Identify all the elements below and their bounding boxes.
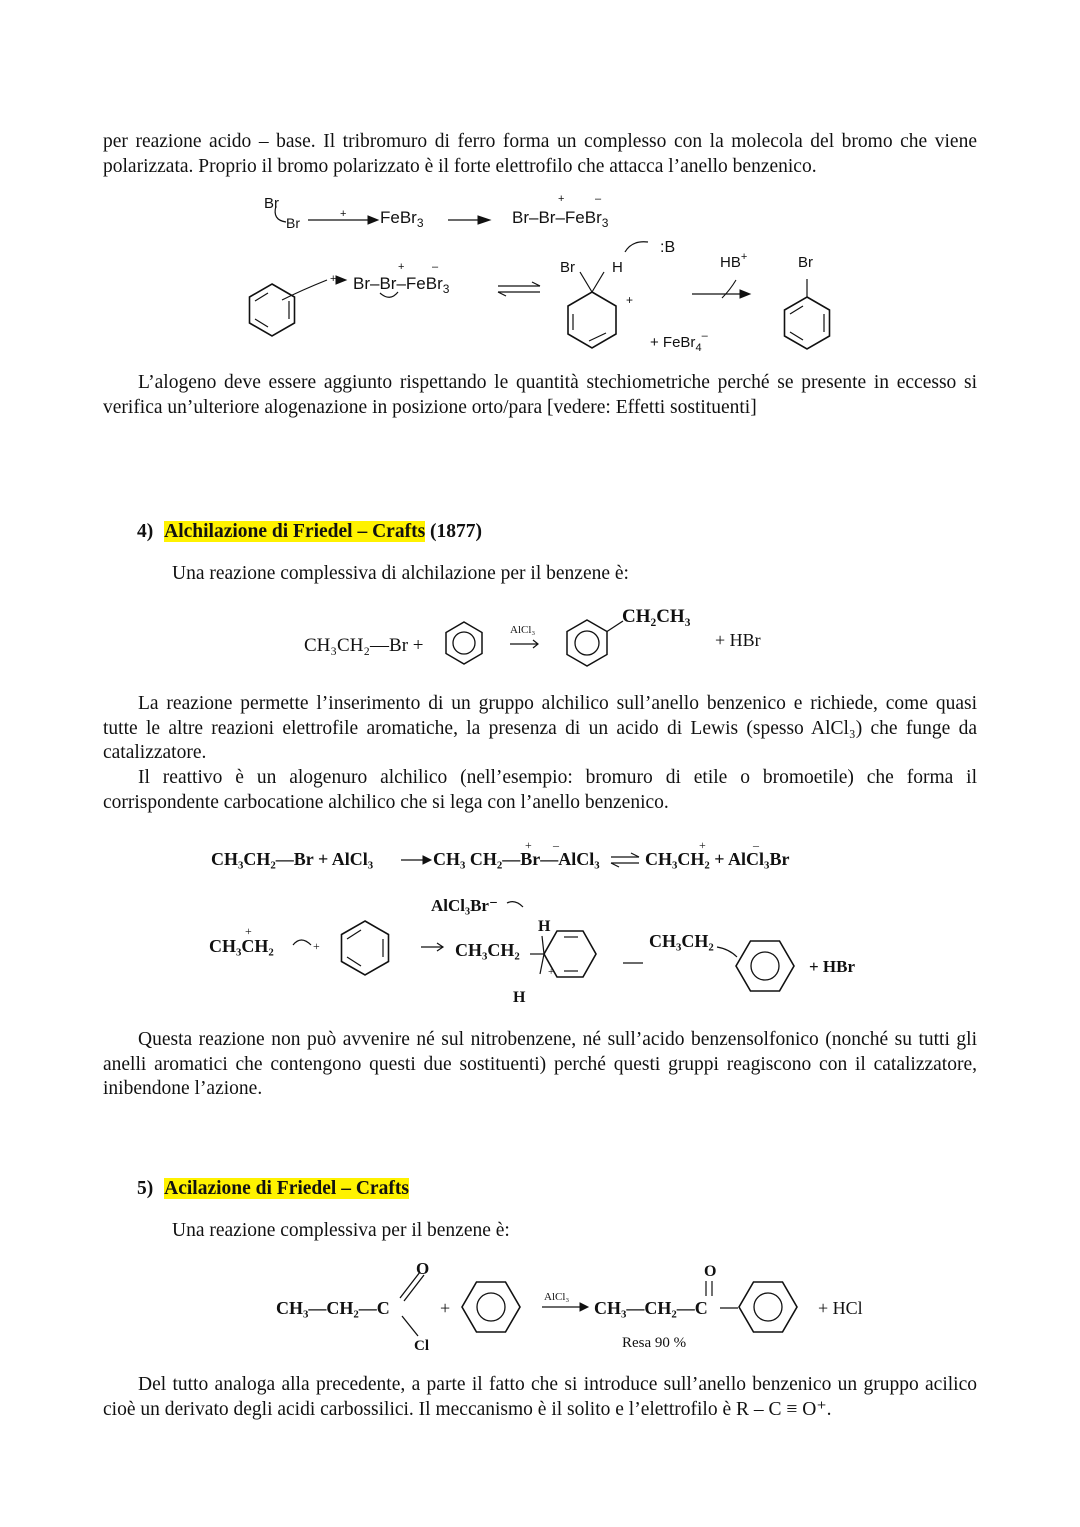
product-br: Br	[798, 254, 813, 271]
svg-text:+: +	[525, 838, 532, 852]
acylation-reaction	[272, 1258, 892, 1358]
section4-number: 4)	[137, 521, 154, 542]
yield-label: Resa 90 %	[622, 1335, 687, 1351]
sigma-h-top: H	[538, 918, 551, 935]
hcl-byproduct: + HCl	[818, 1298, 863, 1318]
intermediate-h: H	[612, 259, 623, 276]
svg-text:+: +	[398, 261, 405, 273]
sigma-complex	[568, 272, 616, 348]
base-label: :B	[660, 239, 676, 256]
alkylation-paragraph2: Il reattivo è un alogenuro alchilico (nell’esempio: bromuro di etile o bromoetile) che forma il corrispondente carbocatione alchilico che si lega con l’anello benzenico.	[103, 767, 977, 813]
hb-label: HB+	[720, 251, 748, 271]
sigma-h-bottom: H	[513, 989, 526, 1006]
plus-acyl: +	[440, 1298, 451, 1318]
mech-hbr: + HBr	[809, 957, 856, 976]
ethylbenzene-product	[736, 941, 794, 991]
section4-intro: Una reazione complessiva di alchilazione per il benzene è:	[172, 563, 629, 584]
section4-heading	[137, 521, 482, 543]
svg-text:+: +	[626, 293, 634, 307]
svg-text:+: +	[558, 193, 565, 205]
alkylation-paragraph1: La reazione permette l’inserimento di un gruppo alchilico sull’anello benzenico e richiede, come quasi tutte le altre reazioni elettrofile aromatiche, la presenza di un acido di Lewis (spesso AlCl₃) che funge da catalizzatore.	[103, 693, 977, 763]
alcl3-label: AlCl₃	[510, 624, 536, 636]
sigma-complex-mech	[530, 931, 596, 977]
product-oxygen: O	[704, 1263, 717, 1280]
svg-text:+: +	[548, 966, 555, 978]
section5-intro: Una reazione complessiva per il benzene è:	[172, 1220, 510, 1241]
section5-number: 5)	[137, 1178, 154, 1199]
intermediate-ethyl: CH₃CH₂	[455, 940, 520, 960]
alcl3-acyl: AlCl₃	[544, 1291, 570, 1303]
carbocation-label: CH₃CH₂	[209, 936, 274, 956]
hbr-byproduct: + HBr	[715, 630, 761, 650]
section5-title: Acilazione di Friedel – Crafts	[164, 1178, 409, 1199]
svg-text:–: –	[432, 261, 439, 273]
br-label-bottom: Br	[286, 215, 300, 231]
acyl-chloride: CH₃—CH₂—C	[276, 1298, 390, 1318]
top-paragraph: per reazione acido – base. Il tribromuro di ferro forma un complesso con la molecola del bromo che viene polarizzata. Proprio il bromo polarizzato è il forte elettrofilo che attacca l’anello benzenico.	[103, 131, 977, 177]
alkylation-mechanism	[205, 835, 875, 1010]
acyl-product: CH₃—CH₂—C	[594, 1298, 708, 1318]
benzene-icon	[437, 617, 491, 669]
svg-text:+: +	[330, 273, 337, 285]
alkylation-paragraph3: Questa reazione non può avvenire né sul nitrobenzene, né sull’acido benzensolfonico (nonché su tutti gli anelli aromatici che contengono questi due sostituenti) perché questi gruppi reagiscono con il catalizzatore, inibendone l’azione.	[103, 1029, 977, 1099]
svg-text:+: +	[313, 939, 320, 953]
svg-text:+: +	[699, 838, 706, 852]
acylation-paragraph: Del tutto analoga alla precedente, a parte il fatto che si introduce sull’anello benzenico un gruppo acilico cioè un derivato degli acidi carbossilici. Il meccanismo è il solito e l’elettrofilo è R – C ≡ O⁺.	[103, 1374, 977, 1420]
febr4-label: + FeBr$_4$–	[650, 330, 708, 354]
benzene-ring-mech	[342, 921, 389, 975]
section5-heading	[137, 1178, 409, 1200]
svg-text:–: –	[553, 838, 559, 852]
alkylation-reagent: CH₃CH₂—Br +	[304, 635, 424, 656]
complex-reagent: Br–Br–FeBr$_3$	[353, 274, 450, 296]
alkylation-reaction	[300, 602, 790, 672]
benzene-reactant-acyl	[462, 1282, 520, 1332]
plus-sign: +	[340, 208, 347, 220]
ethyl-group: CH₂CH₃	[622, 606, 691, 627]
carbonyl-oxygen: O	[416, 1259, 430, 1278]
svg-text:–: –	[753, 838, 759, 852]
section4-year: (1877)	[430, 521, 483, 542]
mech-step1-products: CH₃CH₂ + AlCl₃Br	[645, 849, 790, 869]
mech-step1-complex: CH₃ CH₂—Br—AlCl₃	[433, 849, 600, 869]
ethylbenzene	[567, 620, 623, 666]
svg-text:–: –	[595, 193, 602, 205]
halogen-paragraph: L’alogeno deve essere aggiunto rispettando le quantità stechiometriche perché se presente in eccesso si verifica un’ulteriore alogenazione in posizione orto/para [vedere: Effetti sostituenti]	[103, 372, 977, 418]
chlorine-label: Cl	[414, 1338, 429, 1354]
mech-step1-reagents: CH₃CH₂—Br + AlCl₃	[211, 849, 374, 869]
br-label-top: Br	[264, 195, 279, 212]
febr3-label: FeBr$_3$	[380, 208, 424, 230]
polarized-complex: Br–Br–FeBr$_3$	[512, 208, 609, 230]
acetophenone-ring	[739, 1282, 797, 1332]
intermediate-br: Br	[560, 259, 575, 276]
bromobenzene	[785, 279, 830, 349]
svg-text:+: +	[245, 924, 252, 938]
benzene-ring	[250, 280, 328, 336]
product-ethyl: CH₃CH₂	[649, 931, 714, 951]
counterion-label: AlCl₃Br⁻	[431, 896, 498, 915]
bromination-scheme	[240, 190, 860, 365]
section4-title: Alchilazione di Friedel – Crafts	[164, 521, 426, 542]
